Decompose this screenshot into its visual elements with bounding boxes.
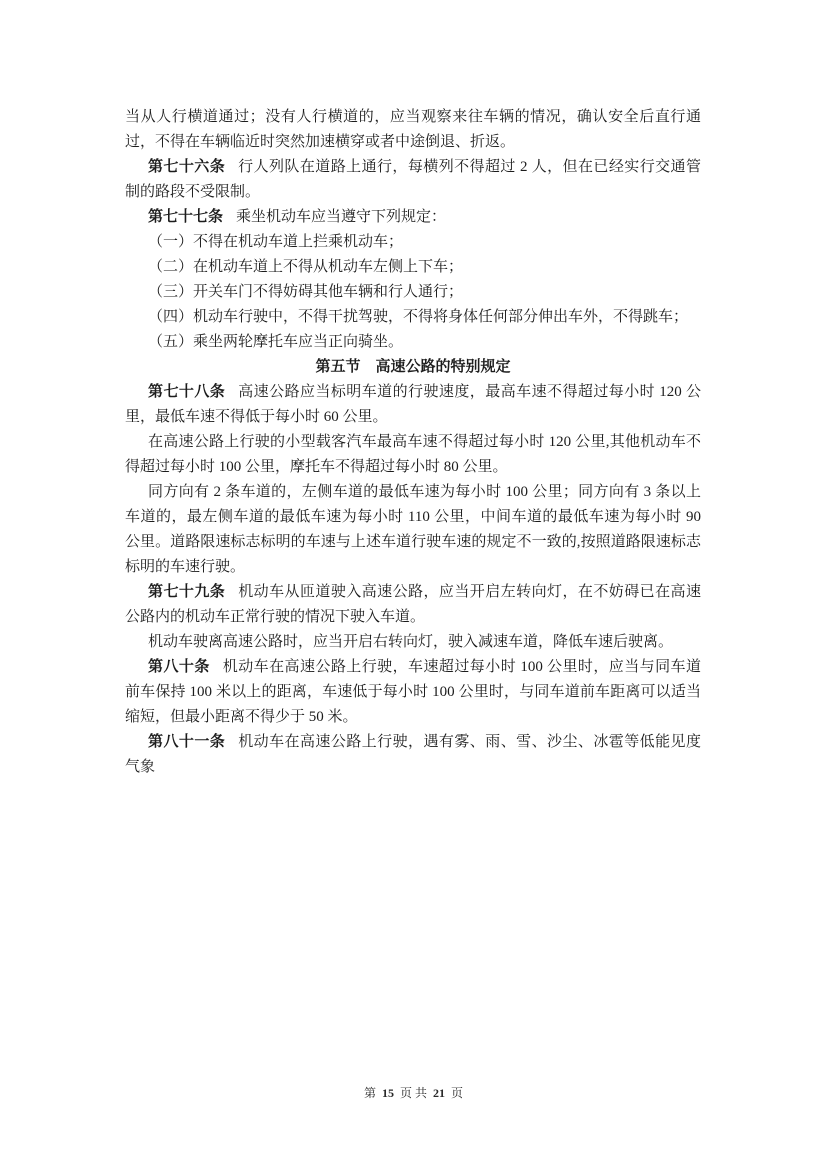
article-79-number: 第七十九条 bbox=[148, 584, 226, 600]
article-79-paragraph-2: 机动车驶离高速公路时，应当开启右转向灯，驶入减速车道，降低车速后驶离。 bbox=[148, 634, 674, 650]
article-78-text: 高速公路应当标明车道的行驶速度，最高车速不得超过每小时 120 公里，最低车速不得低于每小时 60 公里。 bbox=[125, 384, 701, 425]
list-item: （一）不得在机动车道上拦乘机动车； bbox=[148, 234, 404, 250]
article-80-number: 第八十条 bbox=[148, 659, 210, 675]
article-81 bbox=[125, 730, 701, 780]
footer-total-pages: 21 bbox=[433, 1086, 445, 1100]
article-77-text: 乘坐机动车应当遵守下列规定： bbox=[236, 209, 447, 225]
article-80-text: 机动车在高速公路上行驶，车速超过每小时 100 公里时，应当与同车道前车保持 100 米以上的距离，车速低于每小时 100 公里时，与同车道前车距离可以适当缩短，但最小距离不得少于 50 米。 bbox=[125, 659, 701, 725]
page-footer bbox=[0, 1084, 827, 1102]
article-79-text: 机动车从匝道驶入高速公路，应当开启左转向灯，在不妨碍已在高速公路内的机动车正常行驶的情况下驶入车道。 bbox=[125, 584, 701, 625]
footer-current-page: 15 bbox=[381, 1086, 394, 1100]
list-item: （三）开关车门不得妨碍其他车辆和行人通行； bbox=[148, 284, 464, 300]
article-78-paragraph-2: 在高速公路上行驶的小型载客汽车最高车速不得超过每小时 120 公里,其他机动车不得超过每小时 100 公里，摩托车不得超过每小时 80 公里。 bbox=[125, 434, 701, 475]
article-81-number: 第八十一条 bbox=[148, 734, 226, 750]
list-item: （二）在机动车道上不得从机动车左侧上下车； bbox=[148, 259, 464, 275]
article-78-paragraph-3: 同方向有 2 条车道的，左侧车道的最低车速为每小时 100 公里；同方向有 3 条以上车道的，最左侧车道的最低车速为每小时 110 公里，中间车道的最低车速为每小时 90 公里。道路限速标志标明的车速与上述车道行驶车速的规定不一致的,按照道路限速标志标明的车速行驶。 bbox=[125, 484, 701, 575]
article-78 bbox=[125, 380, 701, 430]
article-81-text: 机动车在高速公路上行驶，遇有雾、雨、雪、沙尘、冰雹等低能见度气象 bbox=[125, 734, 701, 775]
footer-label-pages: 页 bbox=[451, 1086, 464, 1100]
article-76-text: 行人列队在道路上通行，每横列不得超过 2 人，但在已经实行交通管制的路段不受限制。 bbox=[125, 159, 701, 200]
article-79 bbox=[125, 580, 701, 630]
document-body bbox=[125, 105, 701, 780]
article-76 bbox=[125, 155, 701, 205]
footer-label-of: 页 共 bbox=[399, 1086, 427, 1100]
footer-label-page: 第 bbox=[363, 1086, 376, 1100]
list-item: （五）乘坐两轮摩托车应当正向骑坐。 bbox=[148, 334, 404, 350]
list-item: （四）机动车行驶中，不得干扰驾驶，不得将身体任何部分伸出车外，不得跳车； bbox=[148, 309, 689, 325]
article-78-number: 第七十八条 bbox=[148, 384, 226, 400]
article-77-number: 第七十七条 bbox=[148, 209, 224, 225]
article-77 bbox=[125, 205, 701, 230]
paragraph-continuation: 当从人行横道通过；没有人行横道的，应当观察来往车辆的情况，确认安全后直行通过，不得在车辆临近时突然加速横穿或者中途倒退、折返。 bbox=[125, 109, 701, 150]
section-heading: 第五节 高速公路的特别规定 bbox=[315, 359, 511, 375]
article-80 bbox=[125, 655, 701, 730]
article-76-number: 第七十六条 bbox=[148, 159, 226, 175]
